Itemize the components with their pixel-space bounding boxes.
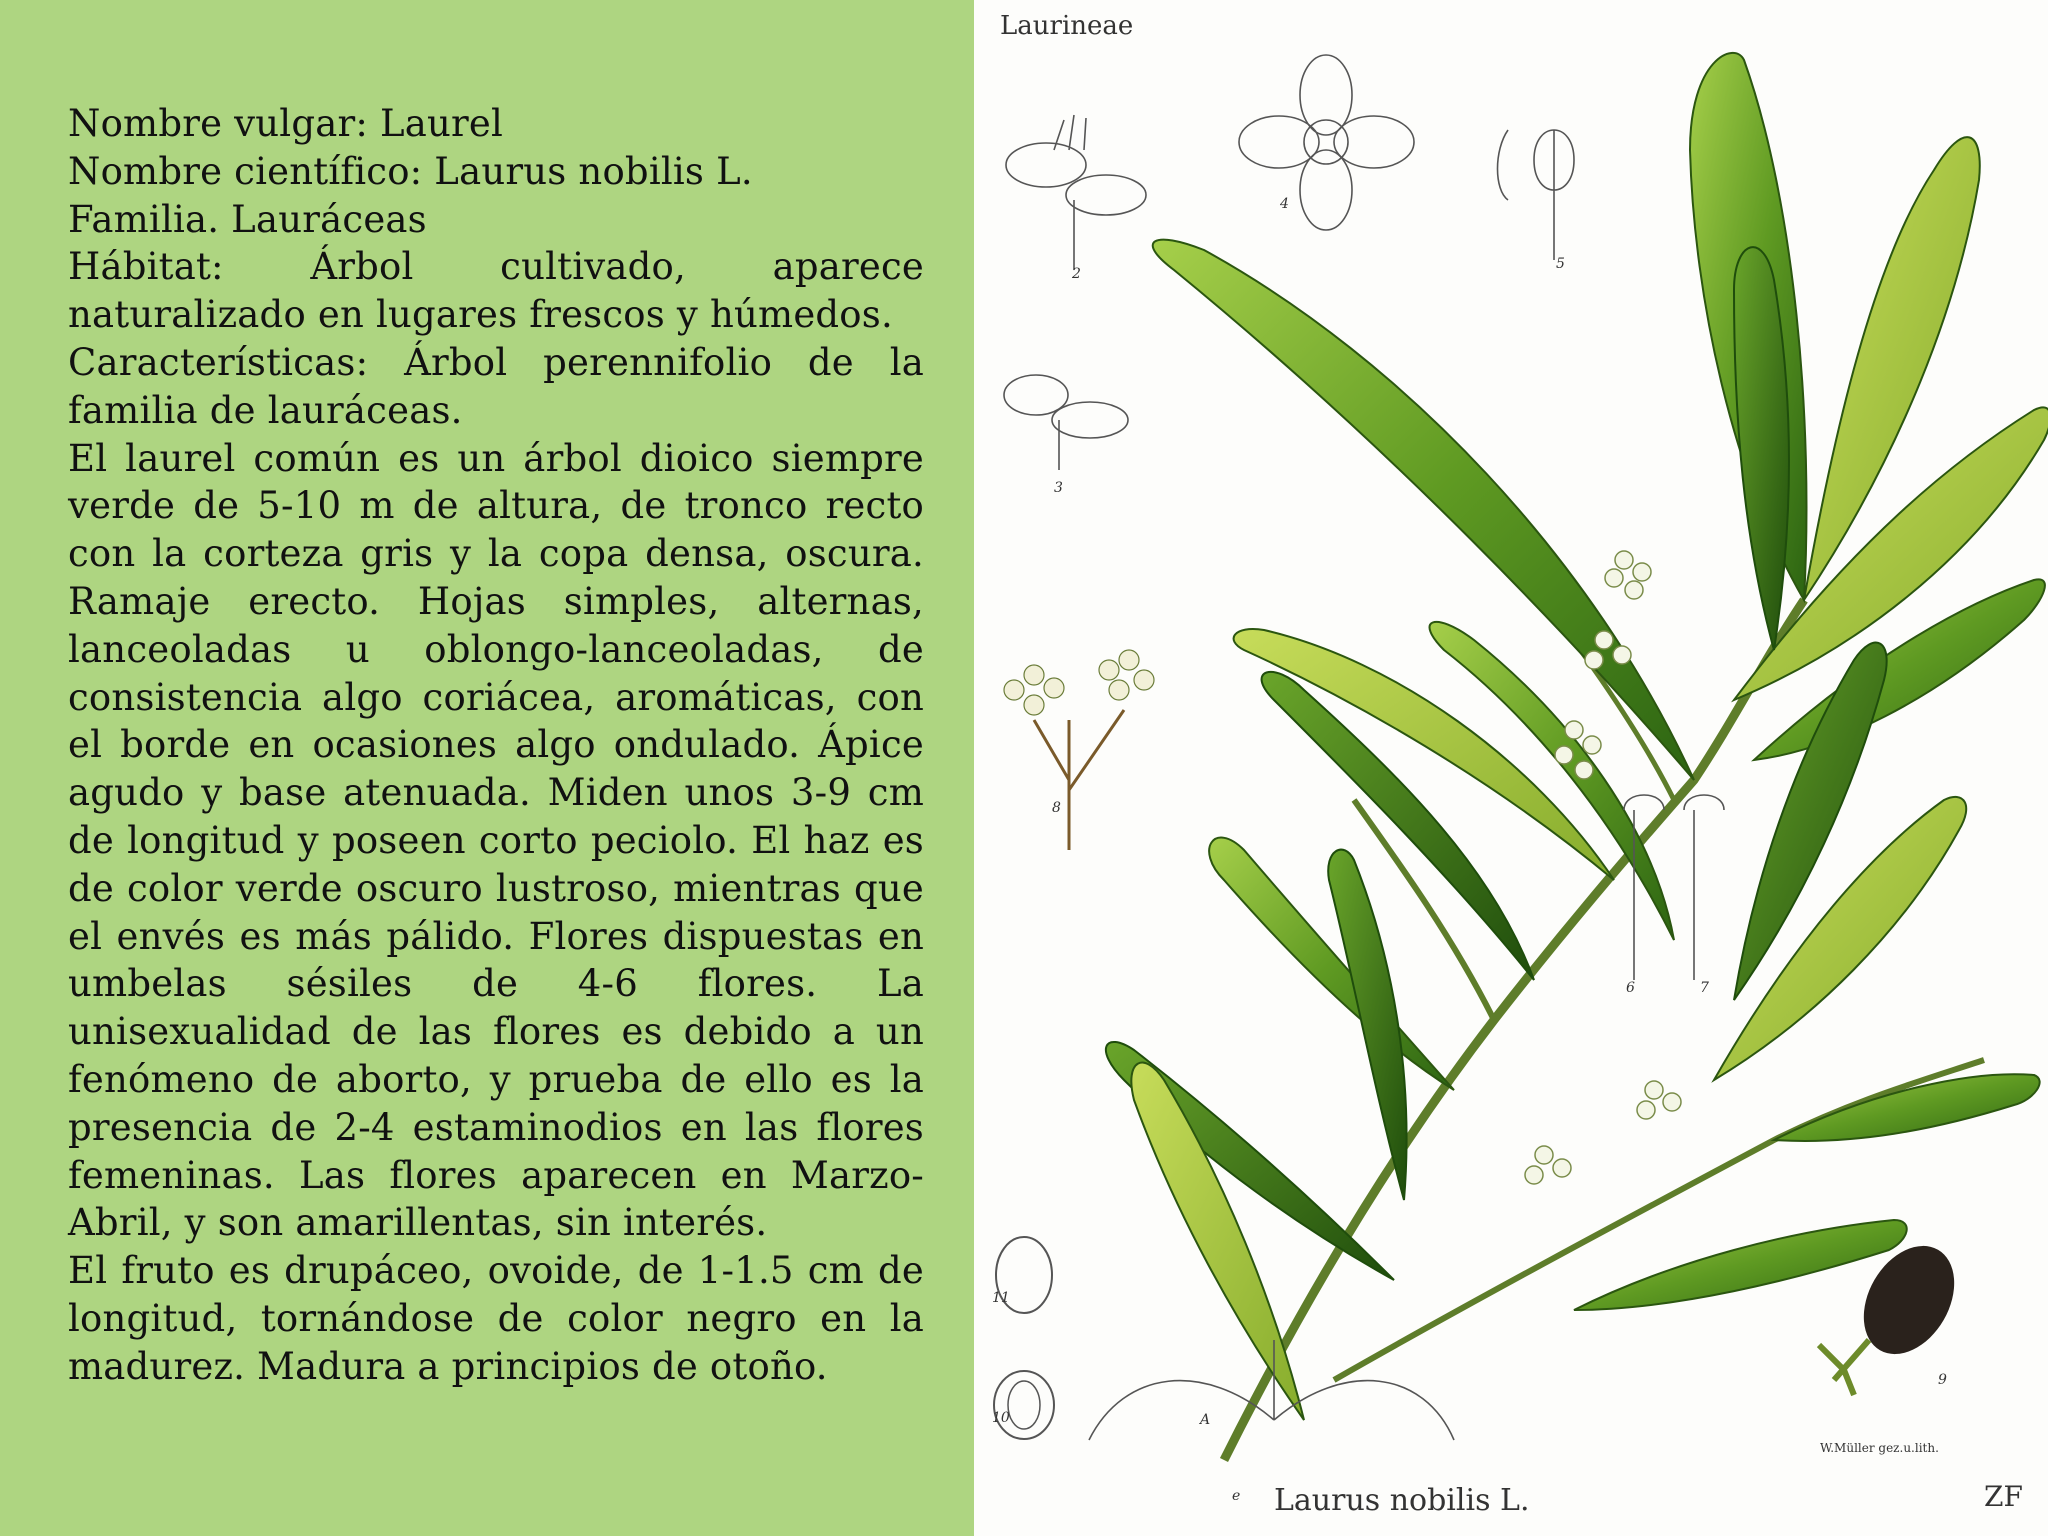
- umbel-detail: [1004, 650, 1154, 850]
- family: Familia. Lauráceas: [68, 197, 427, 241]
- habitat: Hábitat: Árbol cultivado, aparece naturalizado en lugares frescos y húmedos.: [68, 245, 924, 337]
- svg-text:e: e: [1232, 1488, 1241, 1504]
- species-caption: Laurus nobilis L.: [1274, 1483, 1530, 1518]
- svg-text:5: 5: [1556, 256, 1565, 272]
- botanical-illustration: [974, 0, 2048, 1536]
- svg-text:3: 3: [1054, 480, 1063, 496]
- svg-text:9: 9: [1938, 1372, 1947, 1388]
- svg-text:2: 2: [1072, 266, 1081, 282]
- common-name: Nombre vulgar: Laurel: [68, 102, 504, 145]
- scientific-name: Nombre científico: Laurus nobilis L.: [68, 149, 753, 193]
- characteristics: Características: Árbol perennifolio de la familia de lauráceas.: [68, 340, 924, 432]
- svg-text:10: 10: [992, 1410, 1010, 1426]
- family-label: Laurineae: [1000, 11, 1134, 41]
- plant-description: [68, 100, 924, 1391]
- fruit-description: El fruto es drupáceo, ovoide, de 1-1.5 cm de longitud, tornándose de color negro en la madurez. Madura a principios de otoño.: [68, 1249, 924, 1388]
- svg-text:7: 7: [1700, 980, 1709, 996]
- laurel-plate: [974, 0, 2048, 1536]
- text-panel: [0, 0, 974, 1536]
- svg-text:11: 11: [992, 1290, 1010, 1306]
- plate-monogram: ZF: [1984, 1480, 2023, 1513]
- artist-credit: W.Müller gez.u.lith.: [1820, 1441, 1939, 1455]
- svg-text:4: 4: [1280, 196, 1289, 212]
- description: El laurel común es un árbol dioico siempre verde de 5-10 m de altura, de tronco recto con la corteza gris y la copa densa, oscura. Ramaje erecto. Hojas simples, alternas, lanceoladas u oblongo-lanceoladas, de consistencia algo coriácea, aromáticas, con el borde en ocasiones algo ondulado. Ápice agudo y base atenuada. Miden unos 3-9 cm de longitud y poseen corto peciolo. El haz es de color verde oscuro lustroso, mientras que el envés es más pálido. Flores dispuestas en umbelas sésiles de 4-6 flores. La unisexualidad de las flores es debido a un fenómeno de aborto, y prueba de ello es la presencia de 2-4 estaminodios en las flores femeninas. Las flores aparecen en Marzo-Abril, y son amarillentas, sin interés.: [68, 436, 924, 1245]
- svg-text:6: 6: [1626, 980, 1635, 996]
- svg-text:A: A: [1200, 1412, 1211, 1428]
- svg-text:8: 8: [1052, 800, 1061, 816]
